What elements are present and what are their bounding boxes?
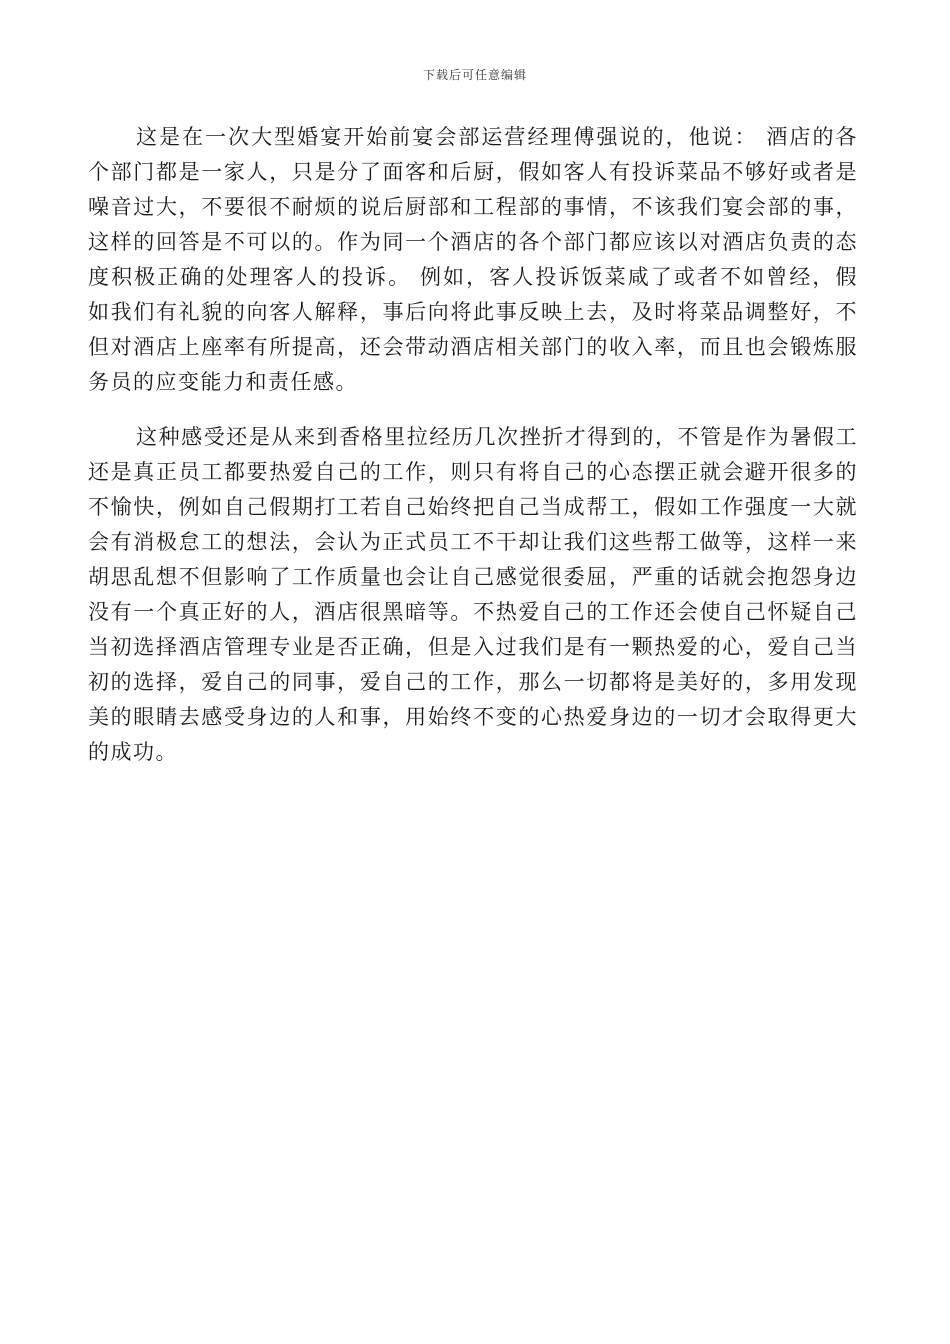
page-header-note: 下载后可任意编辑 [422, 68, 527, 82]
document-body [88, 120, 858, 790]
paragraph-1: 这是在一次大型婚宴开始前宴会部运营经理傅强说的，他说： 酒店的各个部门都是一家人，只是分了面客和后厨，假如客人有投诉菜品不够好或者是噪音过大，不要很不耐烦的说后厨部和工程部的事情，不该我们宴会部的事，这样的回答是不可以的。作为同一个酒店的各个部门都应该以对酒店负责的态度积极正确的处理客人的投诉。 例如，客人投诉饭菜咸了或者不如曾经，假如我们有礼貌的向客人解释，事后向将此事反映上去，及时将菜品调整好，不但对酒店上座率有所提高，还会带动酒店相关部门的收入率，而且也会锻炼服务员的应变能力和责任感。 [88, 125, 858, 394]
paragraph-2: 这种感受还是从来到香格里拉经历几次挫折才得到的，不管是作为暑假工还是真正员工都要热爱自己的工作，则只有将自己的心态摆正就会避开很多的不愉快，例如自己假期打工若自己始终把自己当成帮工，假如工作强度一大就会有消极怠工的想法，会认为正式员工不干却让我们这些帮工做等，这样一来胡思乱想不但影响了工作质量也会让自己感觉很委屈，严重的话就会抱怨身边没有一个真正好的人，酒店很黑暗等。不热爱自己的工作还会使自己怀疑自己当初选择酒店管理专业是否正确，但是入过我们是有一颗热爱的心，爱自己当初的选择，爱自己的同事，爱自己的工作，那么一切都将是美好的，多用发现美的眼睛去感受身边的人和事，用始终不变的心热爱身边的一切才会取得更大的成功。 [88, 425, 858, 764]
